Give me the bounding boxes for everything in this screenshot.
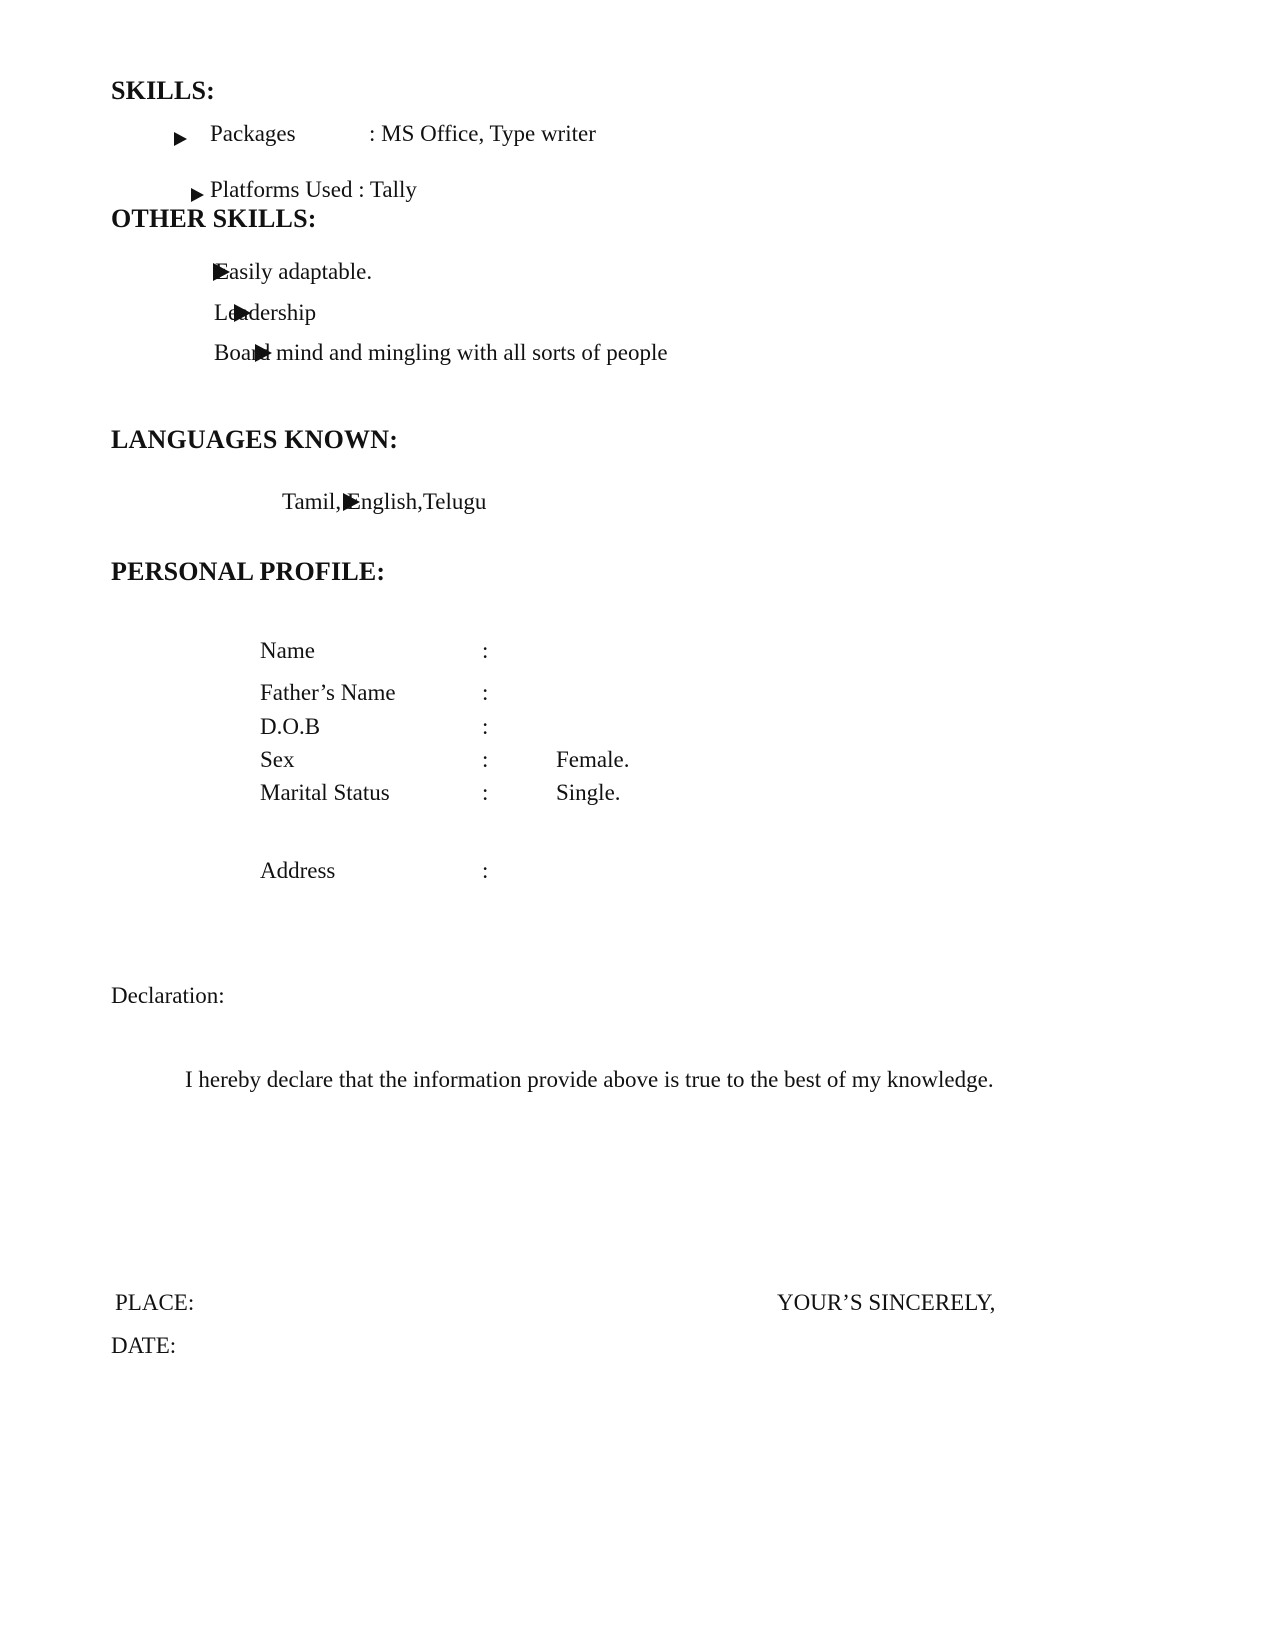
profile-separator: : bbox=[482, 680, 489, 705]
profile-value-marital-status: Single. bbox=[556, 780, 621, 805]
other-skill-item: Leadership bbox=[214, 300, 317, 325]
personal-profile-heading: PERSONAL PROFILE: bbox=[111, 557, 386, 586]
other-skill-item: Easily adaptable. bbox=[215, 259, 373, 284]
bullet-arrow-icon bbox=[174, 132, 187, 146]
other-skill-item: Board mind and mingling with all sorts of people bbox=[214, 340, 668, 365]
skill-label-packages: Packages bbox=[210, 121, 296, 146]
language-item: Tamil, English,Telugu bbox=[282, 489, 487, 514]
bullet-arrow-icon bbox=[191, 188, 204, 202]
skill-value-packages: : MS Office, Type writer bbox=[369, 121, 596, 146]
skill-label-platforms: Platforms Used : Tally bbox=[210, 177, 417, 202]
date-label: DATE: bbox=[111, 1333, 177, 1358]
profile-separator: : bbox=[482, 714, 489, 739]
profile-label-sex: Sex bbox=[260, 747, 295, 772]
place-label: PLACE: bbox=[115, 1290, 195, 1315]
profile-separator: : bbox=[482, 858, 489, 883]
declaration-heading: Declaration: bbox=[111, 983, 225, 1008]
profile-separator: : bbox=[482, 747, 489, 772]
profile-label-address: Address bbox=[260, 858, 336, 883]
profile-label-fathers-name: Father’s Name bbox=[260, 680, 396, 705]
closing-signature: YOUR’S SINCERELY, bbox=[777, 1290, 996, 1315]
profile-separator: : bbox=[482, 638, 489, 663]
profile-label-name: Name bbox=[260, 638, 315, 663]
profile-label-marital-status: Marital Status bbox=[260, 780, 390, 805]
profile-value-sex: Female. bbox=[556, 747, 630, 772]
skills-heading: SKILLS: bbox=[111, 76, 216, 105]
declaration-text: I hereby declare that the information provide above is true to the best of my knowledge. bbox=[185, 1067, 994, 1092]
other-skills-heading: OTHER SKILLS: bbox=[111, 204, 317, 233]
profile-label-dob: D.O.B bbox=[260, 714, 321, 739]
languages-heading: LANGUAGES KNOWN: bbox=[111, 425, 399, 454]
profile-separator: : bbox=[482, 780, 489, 805]
